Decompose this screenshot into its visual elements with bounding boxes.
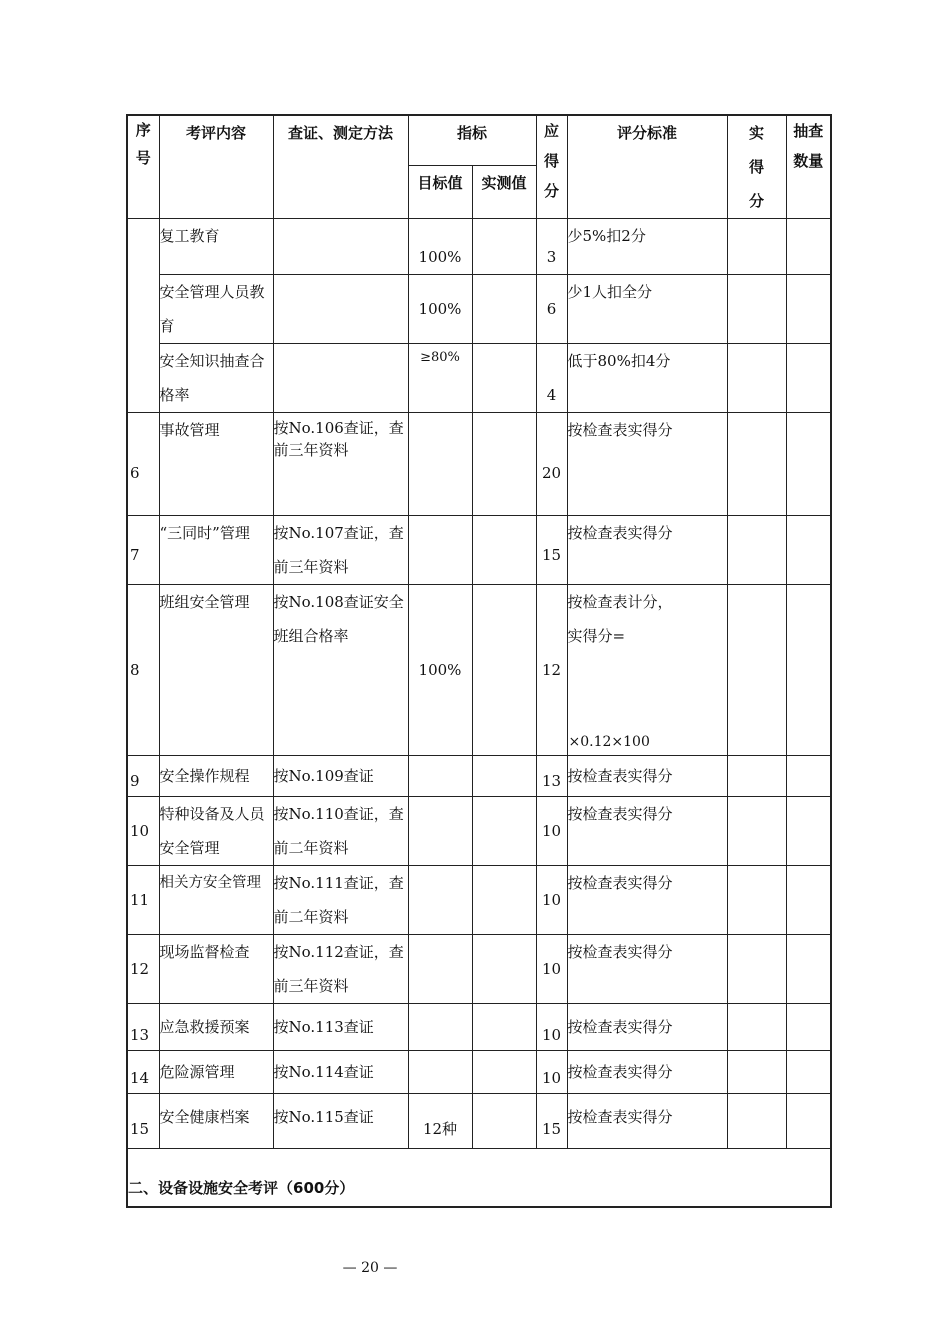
measured-cell [472,1094,536,1149]
table-row [127,585,831,756]
target-cell: 100% [408,275,472,344]
method-cell: 按No.107查证，查前三年资料 [273,516,408,585]
header-measured: 实测值 [472,166,536,219]
content-cell: 事故管理 [159,413,273,516]
measured-cell [472,275,536,344]
content-cell: “三同时”管理 [159,516,273,585]
table-row [127,219,831,275]
points-cell: 10 [536,1004,567,1051]
content-cell: 相关方安全管理 [159,866,273,935]
criteria-cell: 按检查表实得分 [567,866,727,935]
table-row [127,797,831,866]
criteria-cell: 少5%扣2分 [567,219,727,275]
actual-cell [727,413,786,516]
content-cell: 应急救援预案 [159,1004,273,1051]
actual-cell [727,1004,786,1051]
table-row [127,1051,831,1094]
measured-cell [472,756,536,797]
header-target: 目标值 [408,166,472,219]
content-cell: 安全操作规程 [159,756,273,797]
method-cell: 按No.106查证，查前三年资料 [273,413,408,516]
measured-cell [472,1051,536,1094]
criteria-formula: ×0.12×100 [568,734,650,750]
target-cell [408,756,472,797]
measured-cell [472,797,536,866]
header-content: 考评内容 [159,115,273,219]
content-cell: 班组安全管理 [159,585,273,756]
method-cell: 按No.115查证 [273,1094,408,1149]
method-cell [273,219,408,275]
points-cell: 4 [536,344,567,413]
sample-cell [786,344,831,413]
method-cell: 按No.108查证安全班组合格率 [273,585,408,756]
measured-cell [472,585,536,756]
seq-cell: 6 [127,413,159,516]
points-cell: 10 [536,935,567,1004]
actual-cell [727,219,786,275]
sample-cell [786,935,831,1004]
target-cell [408,1051,472,1094]
sample-cell [786,516,831,585]
table-row [127,516,831,585]
header-seq: 序号 [127,115,159,219]
header-criteria: 评分标准 [567,115,727,219]
table-row [127,275,831,344]
page-number: — 20 — [342,1260,398,1276]
actual-cell [727,1051,786,1094]
target-cell [408,1004,472,1051]
target-cell [408,516,472,585]
evaluation-table [126,114,832,1208]
content-cell: 现场监督检查 [159,935,273,1004]
sample-cell [786,413,831,516]
points-cell: 6 [536,275,567,344]
target-cell [408,935,472,1004]
table-row [127,413,831,516]
header-sample: 抽查数量 [786,115,831,219]
seq-cell: 8 [127,585,159,756]
target-cell: 12种 [408,1094,472,1149]
criteria-cell: 按检查表实得分 [567,756,727,797]
criteria-cell: 按检查表实得分 [567,516,727,585]
actual-cell [727,585,786,756]
sample-cell [786,585,831,756]
method-cell [273,344,408,413]
target-cell: ≥80% [408,344,472,413]
criteria-cell: 按检查表实得分 [567,797,727,866]
seq-cell: 13 [127,1004,159,1051]
actual-cell [727,935,786,1004]
measured-cell [472,935,536,1004]
points-cell: 10 [536,797,567,866]
method-cell: 按No.112查证，查前三年资料 [273,935,408,1004]
seq-cell: 14 [127,1051,159,1094]
method-cell: 按No.109查证 [273,756,408,797]
header-method: 查证、测定方法 [273,115,408,219]
table-row [127,866,831,935]
section-title: 二、设备设施安全考评（600分） [127,1149,831,1207]
points-cell: 15 [536,516,567,585]
target-cell [408,866,472,935]
criteria-cell: 按检查表实得分 [567,1094,727,1149]
sample-cell [786,866,831,935]
criteria-cell [567,585,727,756]
criteria-cell: 按检查表实得分 [567,413,727,516]
seq-cell: 10 [127,797,159,866]
method-cell: 按No.110查证，查前二年资料 [273,797,408,866]
sample-cell [786,1094,831,1149]
header-indicator: 指标 [408,115,536,166]
content-cell: 特种设备及人员安全管理 [159,797,273,866]
target-cell [408,797,472,866]
target-cell: 100% [408,585,472,756]
method-cell: 按No.114查证 [273,1051,408,1094]
section-row [127,1149,831,1207]
content-cell: 复工教育 [159,219,273,275]
sample-cell [786,756,831,797]
measured-cell [472,866,536,935]
actual-cell [727,344,786,413]
content-cell: 安全知识抽查合格率 [159,344,273,413]
table-row [127,344,831,413]
table-row [127,935,831,1004]
target-cell: 100% [408,219,472,275]
table-row [127,1094,831,1149]
seq-cell: 9 [127,756,159,797]
points-cell: 20 [536,413,567,516]
seq-cell [127,219,159,413]
actual-cell [727,275,786,344]
actual-cell [727,756,786,797]
points-cell: 13 [536,756,567,797]
measured-cell [472,344,536,413]
points-cell: 3 [536,219,567,275]
header-points: 应得分 [536,115,567,219]
points-cell: 12 [536,585,567,756]
measured-cell [472,1004,536,1051]
actual-cell [727,797,786,866]
criteria-cell: 按检查表实得分 [567,935,727,1004]
actual-cell [727,516,786,585]
criteria-cell: 按检查表实得分 [567,1051,727,1094]
table-row [127,756,831,797]
sample-cell [786,219,831,275]
method-cell [273,275,408,344]
content-cell: 安全健康档案 [159,1094,273,1149]
points-cell: 10 [536,1051,567,1094]
actual-cell [727,866,786,935]
measured-cell [472,413,536,516]
target-cell [408,413,472,516]
content-cell: 危险源管理 [159,1051,273,1094]
content-cell: 安全管理人员教育 [159,275,273,344]
seq-cell: 12 [127,935,159,1004]
criteria-cell: 低于80%扣4分 [567,344,727,413]
measured-cell [472,219,536,275]
sample-cell [786,1051,831,1094]
seq-cell: 11 [127,866,159,935]
sample-cell [786,275,831,344]
actual-cell [727,1094,786,1149]
method-cell: 按No.113查证 [273,1004,408,1051]
sample-cell [786,1004,831,1051]
criteria-cell: 按检查表实得分 [567,1004,727,1051]
points-cell: 15 [536,1094,567,1149]
measured-cell [472,516,536,585]
method-cell: 按No.111查证，查前二年资料 [273,866,408,935]
seq-cell: 7 [127,516,159,585]
points-cell: 10 [536,866,567,935]
header-actual: 实得分 [727,115,786,219]
criteria-text: 按检查表计分，实得分= [567,593,673,645]
sample-cell [786,797,831,866]
seq-cell: 15 [127,1094,159,1149]
criteria-cell: 少1人扣全分 [567,275,727,344]
table-row [127,1004,831,1051]
